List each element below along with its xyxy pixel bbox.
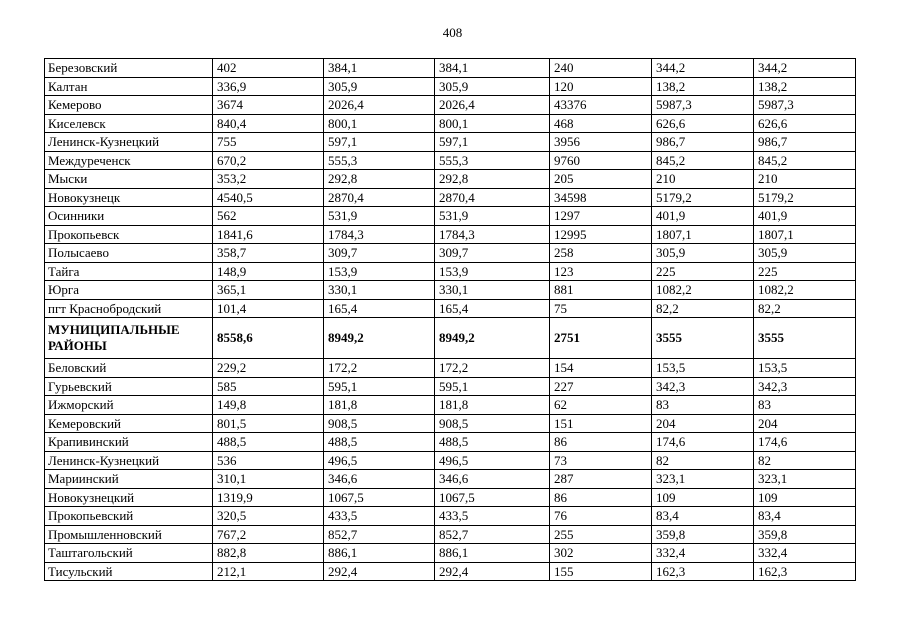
value-cell: 292,4: [324, 562, 435, 581]
value-cell: 227: [550, 377, 652, 396]
table-row: [45, 507, 856, 526]
value-cell: 767,2: [213, 525, 324, 544]
value-cell: 302: [550, 544, 652, 563]
table-row: [45, 544, 856, 563]
row-name-cell: Промышленновский: [45, 525, 213, 544]
value-cell: 401,9: [652, 207, 754, 226]
table-row: [45, 488, 856, 507]
value-cell: 82,2: [754, 299, 856, 318]
row-name-cell: Тисульский: [45, 562, 213, 581]
value-cell: 9760: [550, 151, 652, 170]
value-cell: 153,9: [435, 262, 550, 281]
row-name-cell: Ижморский: [45, 396, 213, 415]
value-cell: 204: [754, 414, 856, 433]
value-cell: 597,1: [324, 133, 435, 152]
value-cell: 310,1: [213, 470, 324, 489]
value-cell: 1784,3: [435, 225, 550, 244]
table-row: [45, 377, 856, 396]
value-cell: 83,4: [754, 507, 856, 526]
value-cell: 2870,4: [435, 188, 550, 207]
value-cell: 626,6: [754, 114, 856, 133]
value-cell: 153,9: [324, 262, 435, 281]
row-name-cell: Полысаево: [45, 244, 213, 263]
value-cell: 309,7: [435, 244, 550, 263]
table-row: [45, 262, 856, 281]
value-cell: 1784,3: [324, 225, 435, 244]
value-cell: 240: [550, 59, 652, 78]
value-cell: 229,2: [213, 359, 324, 378]
value-cell: 5179,2: [652, 188, 754, 207]
value-cell: 908,5: [324, 414, 435, 433]
value-cell: 845,2: [652, 151, 754, 170]
value-cell: 138,2: [652, 77, 754, 96]
value-cell: 755: [213, 133, 324, 152]
row-name-cell: Ленинск-Кузнецкий: [45, 133, 213, 152]
value-cell: 83,4: [652, 507, 754, 526]
value-cell: 585: [213, 377, 324, 396]
row-name-cell: Междуреченск: [45, 151, 213, 170]
table-row: [45, 562, 856, 581]
table-row: [45, 133, 856, 152]
value-cell: 3956: [550, 133, 652, 152]
row-name-cell: Киселевск: [45, 114, 213, 133]
value-cell: 468: [550, 114, 652, 133]
table-row: [45, 396, 856, 415]
value-cell: 181,8: [324, 396, 435, 415]
value-cell: 359,8: [652, 525, 754, 544]
table-row: [45, 188, 856, 207]
value-cell: 882,8: [213, 544, 324, 563]
value-cell: 123: [550, 262, 652, 281]
value-cell: 8558,6: [213, 318, 324, 359]
value-cell: 172,2: [435, 359, 550, 378]
value-cell: 800,1: [435, 114, 550, 133]
value-cell: 225: [652, 262, 754, 281]
value-cell: 292,4: [435, 562, 550, 581]
value-cell: 76: [550, 507, 652, 526]
value-cell: 845,2: [754, 151, 856, 170]
table-row: [45, 451, 856, 470]
value-cell: 401,9: [754, 207, 856, 226]
value-cell: 82: [754, 451, 856, 470]
value-cell: 75: [550, 299, 652, 318]
value-cell: 536: [213, 451, 324, 470]
value-cell: 908,5: [435, 414, 550, 433]
value-cell: 225: [754, 262, 856, 281]
value-cell: 332,4: [754, 544, 856, 563]
value-cell: 162,3: [754, 562, 856, 581]
row-name-cell: Прокопьевский: [45, 507, 213, 526]
table-row: [45, 225, 856, 244]
value-cell: 82,2: [652, 299, 754, 318]
value-cell: 488,5: [435, 433, 550, 452]
row-name-cell: Мариинский: [45, 470, 213, 489]
table-row: [45, 59, 856, 78]
value-cell: 365,1: [213, 281, 324, 300]
value-cell: 5987,3: [754, 96, 856, 115]
value-cell: 2751: [550, 318, 652, 359]
page-number: 408: [442, 25, 463, 40]
row-name-cell: пгт Краснобродский: [45, 299, 213, 318]
value-cell: 1067,5: [324, 488, 435, 507]
value-cell: 2026,4: [324, 96, 435, 115]
table-row: [45, 244, 856, 263]
value-cell: 309,7: [324, 244, 435, 263]
row-name-cell: Калтан: [45, 77, 213, 96]
value-cell: 83: [754, 396, 856, 415]
value-cell: 151: [550, 414, 652, 433]
value-cell: 305,9: [652, 244, 754, 263]
data-table: [44, 58, 856, 581]
value-cell: 384,1: [324, 59, 435, 78]
value-cell: 488,5: [213, 433, 324, 452]
value-cell: 109: [652, 488, 754, 507]
table-row: [45, 170, 856, 189]
value-cell: 320,5: [213, 507, 324, 526]
value-cell: 330,1: [324, 281, 435, 300]
value-cell: 1067,5: [435, 488, 550, 507]
value-cell: 336,9: [213, 77, 324, 96]
value-cell: 2026,4: [435, 96, 550, 115]
row-name-cell: Осинники: [45, 207, 213, 226]
value-cell: 342,3: [754, 377, 856, 396]
row-name-cell: Юрга: [45, 281, 213, 300]
value-cell: 174,6: [652, 433, 754, 452]
table-row: [45, 77, 856, 96]
value-cell: 165,4: [324, 299, 435, 318]
value-cell: 344,2: [754, 59, 856, 78]
value-cell: 8949,2: [435, 318, 550, 359]
value-cell: 488,5: [324, 433, 435, 452]
table-row: [45, 207, 856, 226]
table-row: [45, 299, 856, 318]
table-row: [45, 151, 856, 170]
value-cell: 204: [652, 414, 754, 433]
value-cell: 1297: [550, 207, 652, 226]
value-cell: 34598: [550, 188, 652, 207]
table-row: [45, 281, 856, 300]
value-cell: 346,6: [324, 470, 435, 489]
row-name-cell: Беловский: [45, 359, 213, 378]
value-cell: 402: [213, 59, 324, 78]
value-cell: 82: [652, 451, 754, 470]
value-cell: 886,1: [435, 544, 550, 563]
row-name-cell: Кемеровский: [45, 414, 213, 433]
value-cell: 258: [550, 244, 652, 263]
value-cell: 359,8: [754, 525, 856, 544]
table-body: [45, 59, 856, 581]
table-row: [45, 114, 856, 133]
value-cell: 531,9: [324, 207, 435, 226]
value-cell: 323,1: [754, 470, 856, 489]
value-cell: 346,6: [435, 470, 550, 489]
value-cell: 986,7: [652, 133, 754, 152]
value-cell: 43376: [550, 96, 652, 115]
table-row: [45, 525, 856, 544]
value-cell: 162,3: [652, 562, 754, 581]
row-name-cell: Мыски: [45, 170, 213, 189]
value-cell: 181,8: [435, 396, 550, 415]
value-cell: 210: [652, 170, 754, 189]
value-cell: 555,3: [324, 151, 435, 170]
row-name-cell: Крапивинский: [45, 433, 213, 452]
value-cell: 138,2: [754, 77, 856, 96]
value-cell: 433,5: [324, 507, 435, 526]
value-cell: 670,2: [213, 151, 324, 170]
value-cell: 154: [550, 359, 652, 378]
value-cell: 174,6: [754, 433, 856, 452]
value-cell: 86: [550, 488, 652, 507]
table-row: [45, 433, 856, 452]
value-cell: 165,4: [435, 299, 550, 318]
value-cell: 4540,5: [213, 188, 324, 207]
value-cell: 287: [550, 470, 652, 489]
row-name-cell: Березовский: [45, 59, 213, 78]
value-cell: 433,5: [435, 507, 550, 526]
value-cell: 531,9: [435, 207, 550, 226]
table-row: [45, 359, 856, 378]
value-cell: 205: [550, 170, 652, 189]
table-row: [45, 96, 856, 115]
value-cell: 5179,2: [754, 188, 856, 207]
value-cell: 358,7: [213, 244, 324, 263]
value-cell: 120: [550, 77, 652, 96]
value-cell: 292,8: [435, 170, 550, 189]
value-cell: 2870,4: [324, 188, 435, 207]
value-cell: 626,6: [652, 114, 754, 133]
value-cell: 86: [550, 433, 652, 452]
value-cell: 886,1: [324, 544, 435, 563]
value-cell: 330,1: [435, 281, 550, 300]
value-cell: 353,2: [213, 170, 324, 189]
value-cell: 852,7: [435, 525, 550, 544]
row-name-cell: Прокопьевск: [45, 225, 213, 244]
row-name-cell: Новокузнецкий: [45, 488, 213, 507]
value-cell: 1082,2: [652, 281, 754, 300]
row-name-cell: Кемерово: [45, 96, 213, 115]
value-cell: 5987,3: [652, 96, 754, 115]
value-cell: 555,3: [435, 151, 550, 170]
table-row-section-header: [45, 318, 856, 359]
value-cell: 344,2: [652, 59, 754, 78]
value-cell: 155: [550, 562, 652, 581]
value-cell: 305,9: [324, 77, 435, 96]
value-cell: 597,1: [435, 133, 550, 152]
value-cell: 149,8: [213, 396, 324, 415]
value-cell: 255: [550, 525, 652, 544]
value-cell: 153,5: [652, 359, 754, 378]
row-name-cell: Таштагольский: [45, 544, 213, 563]
row-name-cell: Новокузнецк: [45, 188, 213, 207]
value-cell: 881: [550, 281, 652, 300]
value-cell: 8949,2: [324, 318, 435, 359]
value-cell: 800,1: [324, 114, 435, 133]
value-cell: 801,5: [213, 414, 324, 433]
value-cell: 840,4: [213, 114, 324, 133]
value-cell: 212,1: [213, 562, 324, 581]
table-row: [45, 414, 856, 433]
value-cell: 595,1: [435, 377, 550, 396]
value-cell: 109: [754, 488, 856, 507]
value-cell: 496,5: [324, 451, 435, 470]
value-cell: 3555: [754, 318, 856, 359]
value-cell: 172,2: [324, 359, 435, 378]
value-cell: 1807,1: [652, 225, 754, 244]
value-cell: 292,8: [324, 170, 435, 189]
value-cell: 496,5: [435, 451, 550, 470]
row-name-cell: Тайга: [45, 262, 213, 281]
value-cell: 562: [213, 207, 324, 226]
value-cell: 101,4: [213, 299, 324, 318]
value-cell: 384,1: [435, 59, 550, 78]
value-cell: 62: [550, 396, 652, 415]
value-cell: 148,9: [213, 262, 324, 281]
value-cell: 852,7: [324, 525, 435, 544]
value-cell: 986,7: [754, 133, 856, 152]
value-cell: 1319,9: [213, 488, 324, 507]
value-cell: 332,4: [652, 544, 754, 563]
value-cell: 73: [550, 451, 652, 470]
value-cell: 153,5: [754, 359, 856, 378]
value-cell: 3674: [213, 96, 324, 115]
value-cell: 3555: [652, 318, 754, 359]
value-cell: 1807,1: [754, 225, 856, 244]
value-cell: 1841,6: [213, 225, 324, 244]
row-name-cell: МУНИЦИПАЛЬНЫЕ РАЙОНЫ: [45, 318, 213, 359]
value-cell: 305,9: [754, 244, 856, 263]
value-cell: 83: [652, 396, 754, 415]
table-row: [45, 470, 856, 489]
row-name-cell: Гурьевский: [45, 377, 213, 396]
value-cell: 12995: [550, 225, 652, 244]
row-name-cell: Ленинск-Кузнецкий: [45, 451, 213, 470]
value-cell: 1082,2: [754, 281, 856, 300]
value-cell: 305,9: [435, 77, 550, 96]
value-cell: 323,1: [652, 470, 754, 489]
value-cell: 595,1: [324, 377, 435, 396]
value-cell: 342,3: [652, 377, 754, 396]
value-cell: 210: [754, 170, 856, 189]
